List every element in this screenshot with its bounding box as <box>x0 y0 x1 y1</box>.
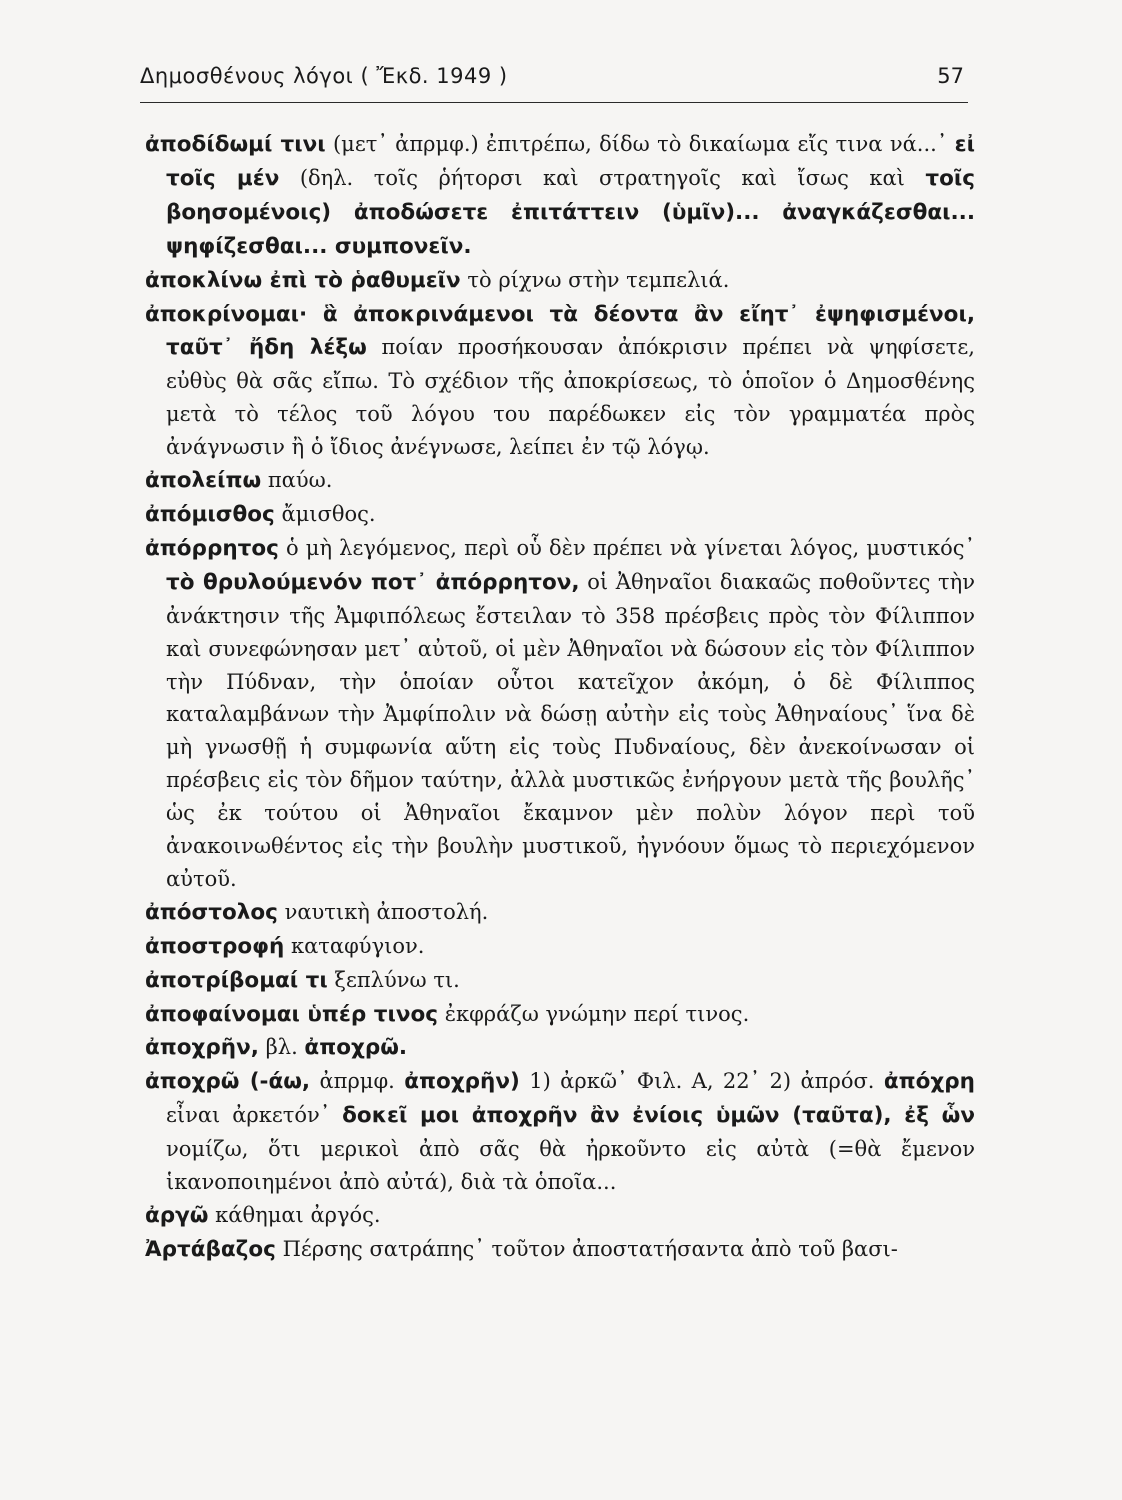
entry-gloss: 1) ἀρκῶ᾿ Φιλ. Α, 22᾿ 2) ἀπρόσ. <box>519 1069 884 1094</box>
entry-headword: ἀπόμισθος <box>145 501 275 527</box>
entry-quotation: ἀπόχρη <box>883 1069 975 1095</box>
entry-gloss: ἀπρμφ. <box>310 1069 405 1094</box>
glossary-entry <box>145 1031 975 1065</box>
glossary-entry <box>145 532 975 896</box>
page-number: 57 <box>937 64 964 88</box>
entry-headword: ἀποκλίνω ἐπὶ τὸ ῥαθυμεῖν <box>145 267 461 293</box>
glossary-entries <box>145 128 975 1267</box>
entry-gloss: ἐκφράζω γνώμην περί τινος. <box>438 1001 750 1026</box>
entry-gloss: οἱ Ἀθηναῖοι διακαῶς ποθοῦντες τὴν ἀνάκτησιν τῆς Ἀμφιπόλεως ἔστειλαν τὸ 358 πρέσβεις πρὸς τὸν Φίλιππον καὶ συνεφώνησαν μετ᾿ αὐτοῦ, οἱ μὲν Ἀθηναῖοι νὰ δώσουν εἰς τὸν Φίλιππον τὴν Πύδναν, τὴν ὁποίαν οὗτοι κατεῖχον ἀκόμη, ὁ δὲ Φίλιππος καταλαμβάνων τὴν Ἀμφίπολιν νὰ δώσῃ αὐτὴν εἰς τοὺς Ἀθηναίους᾿ ἵνα δὲ μὴ γνωσθῇ ἡ συμφωνία αὕτη εἰς τοὺς Πυδναίους, δὲν ἀνεκοίνωσαν οἱ πρέσβεις εἰς τὸν δῆμον ταύτην, ἀλλὰ μυστικῶς ἐνήργουν μετὰ τῆς βουλῆς᾿ ὡς ἐκ τούτου οἱ Ἀθηναῖοι ἔκαμνον μὲν πολὺν λόγον περὶ τοῦ ἀνακοινωθέντος εἰς τὴν βουλὴν μυστικοῦ, ἠγνόουν ὅμως τὸ περιεχόμενον αὐτοῦ. <box>166 569 975 891</box>
glossary-entry <box>145 264 975 298</box>
glossary-entry <box>145 930 975 964</box>
entry-quotation: ἀποχρῆν) <box>404 1069 520 1095</box>
running-header <box>140 62 968 103</box>
glossary-entry <box>145 1233 975 1267</box>
entry-gloss: ὁ μὴ λεγόμενος, περὶ οὗ δὲν πρέπει νὰ γίνεται λόγος, μυστικός᾿ <box>278 535 975 560</box>
entry-gloss: ναυτικὴ ἀποστολή. <box>277 899 489 924</box>
entry-gloss: (μετ᾿ ἀπρμφ.) ἐπιτρέπω, δίδω τὸ δικαίωμα εἴς τινα νά...᾿ <box>325 132 955 156</box>
entry-headword: ἀποτρίβομαί τι <box>145 967 328 993</box>
entry-gloss: κάθημαι ἀργός. <box>208 1203 381 1227</box>
entry-gloss: καταφύγιον. <box>284 933 425 958</box>
entry-quotation: τὸ θρυλούμενόν ποτ᾿ ἀπόρρητον, <box>166 569 580 595</box>
glossary-entry <box>145 1199 975 1233</box>
glossary-entry <box>145 998 975 1032</box>
entry-headword: ἀποδίδωμί τινι <box>145 132 326 157</box>
entry-headword: ἀποκρίνομαι· <box>145 301 308 327</box>
entry-quotation: εἰ τοῖς μέν <box>166 132 975 191</box>
entry-headword: ἀποχρῆν, <box>145 1035 259 1061</box>
entry-headword: ἀργῶ <box>145 1203 209 1228</box>
entry-headword: ἀποφαίνομαι ὑπέρ τινος <box>145 1001 439 1027</box>
glossary-entry <box>145 298 975 465</box>
entry-gloss: εἶναι ἀρκετόν᾿ <box>166 1103 343 1128</box>
glossary-entry <box>145 464 975 498</box>
entry-headword: ἀποχρῶ (-άω, <box>145 1069 311 1095</box>
glossary-entry <box>145 128 975 264</box>
entry-headword: ἀπόστολος <box>145 899 278 925</box>
entry-quotation: τοῖς βοησομένοις) ἀποδώσετε ἐπιτάττειν (ὑμῖν)... ἀναγκάζεσθαι... ψηφίζεσθαι... συμπονεῖν. <box>166 165 975 259</box>
entry-headword: ἀπολείπω <box>145 468 262 494</box>
entry-gloss: Πέρσης σατράπης᾿ τοῦτον ἀποστατήσαντα ἀπὸ τοῦ βασι- <box>275 1236 898 1261</box>
entry-gloss: παύω. <box>261 468 333 493</box>
entry-gloss: ἄμισθος. <box>274 501 376 526</box>
entry-headword: ἀποστροφή <box>145 933 285 959</box>
entry-gloss: (δηλ. τοῖς ῥήτορσι καὶ στρατηγοῖς καὶ ἴσως καὶ <box>279 165 926 190</box>
entry-headword: ἀπόρρητος <box>145 535 279 561</box>
glossary-entry <box>145 896 975 930</box>
entry-gloss: τὸ ρίχνω στὴν τεμπελιά. <box>460 267 730 292</box>
entry-gloss: ποίαν προσήκουσαν ἀπόκρισιν πρέπει νὰ ψηφίσετε, εὐθὺς θὰ σᾶς εἴπω. Τὸ σχέδιον τῆς ἀποκρίσεως, τὸ ὁποῖον ὁ Δημοσθένης μετὰ τὸ τέλος τοῦ λόγου του παρέδωκεν εἰς τὸν γραμματέα πρὸς ἀνάγνωσιν ἢ ὁ ἴδιος ἀνέγνωσε, λείπει ἐν τῷ λόγῳ. <box>166 335 975 460</box>
glossary-entry <box>145 1065 975 1199</box>
entry-gloss: νομίζω, ὅτι μερικοὶ ἀπὸ σᾶς θὰ ἠρκοῦντο εἰς αὐτὰ (=θὰ ἔμενον ἱκανοποιημένοι ἀπὸ αὐτά), διὰ τὰ ὁποῖα... <box>166 1137 975 1195</box>
entry-quotation: ἀποχρῶ. <box>304 1035 408 1061</box>
entry-quotation: ἃ ἀποκρινάμενοι τὰ δέοντα ἂν εἴητ᾿ ἐψηφισμένοι, ταῦτ᾿ ἤδη λέξω <box>166 301 975 361</box>
entry-gloss: ξεπλύνω τι. <box>327 967 460 992</box>
running-title: Δημοσθένους λόγοι ( Ἔκδ. 1949 ) <box>140 64 508 88</box>
entry-headword: Ἀρτάβαζος <box>145 1236 276 1262</box>
entry-quotation: δοκεῖ μοι ἀποχρῆν ἂν ἐνίοις ὑμῶν (ταῦτα), ἐξ ὧν <box>342 1103 976 1129</box>
glossary-entry <box>145 498 975 532</box>
entry-gloss: βλ. <box>258 1035 305 1060</box>
glossary-entry <box>145 964 975 998</box>
